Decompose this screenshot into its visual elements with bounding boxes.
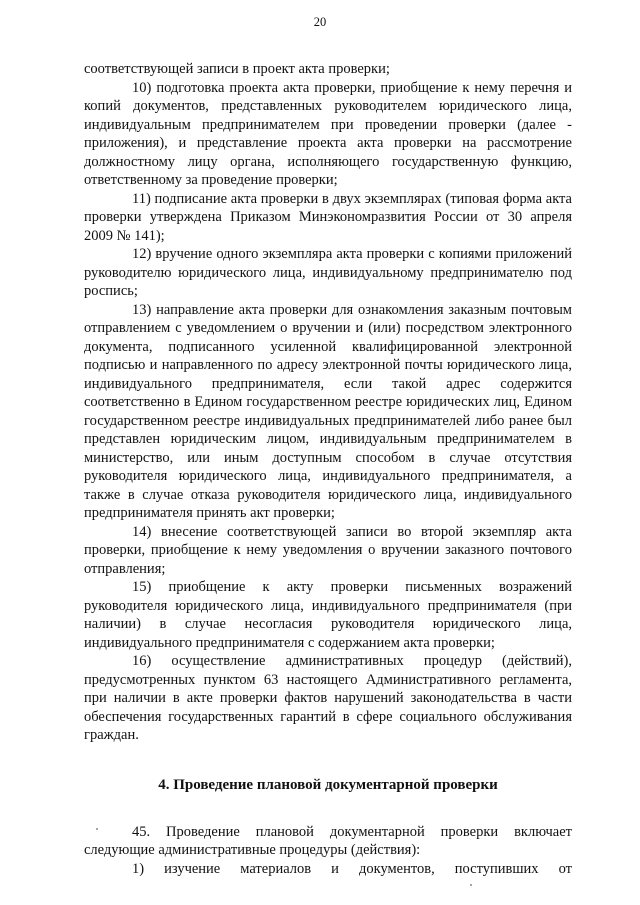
paragraph-item-13: 13) направление акта проверки для ознакомления заказным почтовым отправлением с уведомлением о вручении и (или) посредством электронного документа, подписанного усиленной квалифицированной электронной подписью и направленного по адресу электронной почты юридического лица, индивидуального предпринимателя, если такой адрес содержится соответственно в Едином государственном реестре юридических лиц, Едином государственном реестре индивидуальных предпринимателей либо ранее был представлен юридическим лицом, индивидуальным предпринимателем в министерство, или иным доступным способом в случае отсутствия руководителя юридического лица, индивидуального предпринимателя, а также в случае отказа руководителя юридического лица, индивидуального предпринимателя принять акт проверки;: [84, 301, 572, 521]
document-body: [84, 60, 572, 878]
scan-speck: [96, 828, 98, 830]
section-heading: 4. Проведение плановой документарной проверки: [158, 776, 498, 793]
scan-speck: [470, 884, 472, 886]
paragraph-item-11: 11) подписание акта проверки в двух экземплярах (типовая форма акта проверки утверждена Приказом Минэкономразвития России от 30 апреля 2009 № 141);: [84, 190, 572, 244]
paragraph-item-15: 15) приобщение к акту проверки письменных возражений руководителя юридического лица, индивидуального предпринимателя (при наличии) в случае несогласия руководителя юридического лица, индивидуального предпринимателя с содержанием акта проверки;: [84, 579, 572, 651]
paragraph-item-14: 14) внесение соответствующей записи во второй экземпляр акта проверки, приобщение к нему уведомления о вручении заказного почтового отправления;: [84, 523, 572, 577]
paragraph-subitem-1: 1) изучение материалов и документов, поступивших от: [132, 860, 572, 877]
paragraph-item-16: 16) осуществление административных процедур (действий), предусмотренных пунктом 63 настоящего Административного регламента, при наличии в акте проверки фактов нарушений законодательства в части обеспечения государственных гарантий в сфере социального обслуживания граждан.: [84, 653, 572, 743]
paragraph-item-12: 12) вручение одного экземпляра акта проверки с копиями приложений руководителю юридического лица, индивидуальному предпринимателю под роспись;: [84, 246, 572, 299]
paragraph-continuation: соответствующей записи в проект акта проверки;: [84, 61, 390, 77]
paragraph-item-10: 10) подготовка проекта акта проверки, приобщение к нему перечня и копий документов, представленных руководителем юридического лица, индивидуальным предпринимателем при проведении проверки (далее - приложения), и представление проекта акта проверки на рассмотрение должностному лицу органа, исполняющего государственную функцию, ответственному за проведение проверки;: [84, 79, 572, 188]
paragraph-item-45: 45. Проведение плановой документарной проверки включает следующие административные процедуры (действия):: [84, 823, 572, 858]
page-number: 20: [313, 15, 327, 29]
